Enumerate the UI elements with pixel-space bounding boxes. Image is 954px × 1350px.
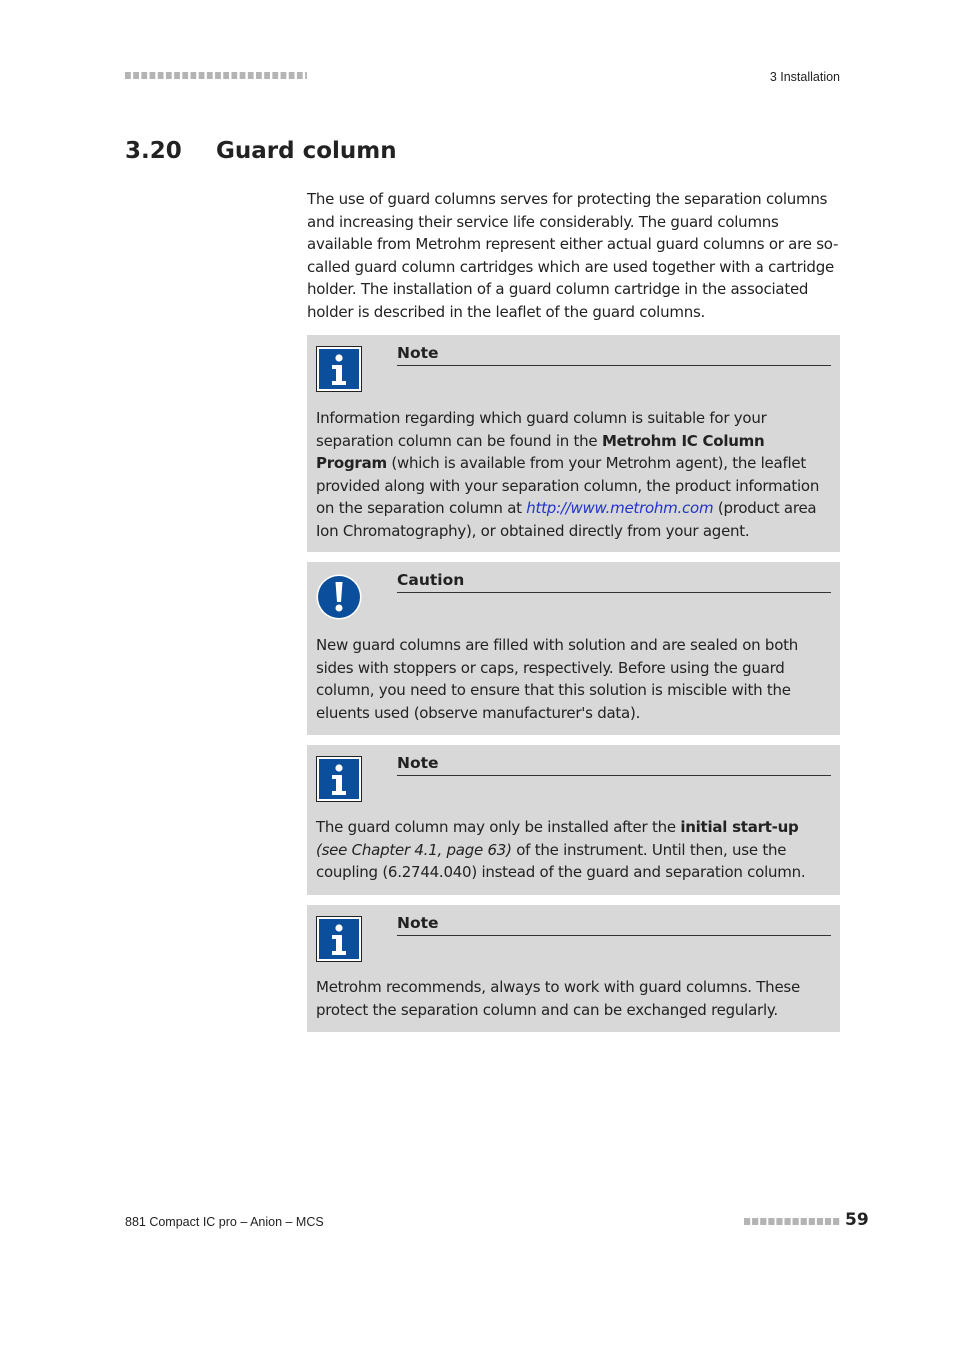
caution-heading: Caution bbox=[397, 570, 831, 593]
note-text-part: Information regarding which guard column is suitable for your separation column can be found in the bbox=[316, 409, 767, 450]
chapter-reference[interactable]: (see Chapter 4.1, page 63) bbox=[316, 840, 512, 859]
note-box-1 bbox=[307, 335, 840, 552]
note-heading: Note bbox=[397, 343, 831, 366]
intro-paragraph: The use of guard columns serves for protecting the separation columns and increasing their service life considerably. The guard columns available from Metrohm represent either actual guard columns or are so-called guard column cartridges which are used together with a cartridge holder. The installation of a guard column cartridge in the associated holder is described in the leaflet of the guard columns. bbox=[307, 190, 839, 321]
note-text-part: The guard column may only be installed after the bbox=[316, 818, 681, 836]
page-number: 59 bbox=[845, 1210, 869, 1230]
section-number: 3.20 bbox=[125, 138, 182, 164]
note-heading: Note bbox=[397, 753, 831, 776]
note-text bbox=[316, 407, 832, 542]
note-text-part: of the instrument. Until then, use the coupling (6.2744.040) instead of the guard and separation column. bbox=[316, 840, 806, 881]
section-heading: Guard column bbox=[216, 138, 397, 164]
note-box-3 bbox=[307, 905, 840, 1032]
info-icon bbox=[316, 346, 362, 392]
footer-product: 881 Compact IC pro – Anion – MCS bbox=[125, 1215, 324, 1229]
exclamation-icon bbox=[316, 574, 362, 620]
caution-box bbox=[307, 562, 840, 735]
note-box-2 bbox=[307, 745, 840, 895]
section-title bbox=[125, 138, 397, 164]
note-text bbox=[316, 816, 832, 884]
note-text-part: (which is available from your Metrohm agent), the leaflet provided along with your separation column, the product information on the separation column at bbox=[316, 454, 820, 517]
header-decoration bbox=[125, 72, 307, 79]
note-text: Metrohm recommends, always to work with guard columns. These protect the separation column and can be exchanged regularly. bbox=[316, 978, 800, 1019]
note-text-part: (product area Ion Chromatography), or obtained directly from your agent. bbox=[316, 499, 817, 540]
header-chapter: 3 Installation bbox=[769, 70, 840, 84]
caution-text: New guard columns are filled with solution and are sealed on both sides with stoppers or caps, respectively. Before using the guard column, you need to ensure that this solution is miscible with the eluents used (observe manufacturer's data). bbox=[316, 636, 799, 722]
note-bold-term: Metrohm IC Column Program bbox=[316, 431, 765, 472]
info-icon bbox=[316, 756, 362, 802]
footer-decoration bbox=[744, 1218, 840, 1225]
metrohm-link[interactable]: http://www.metrohm.com bbox=[526, 499, 714, 517]
note-heading: Note bbox=[397, 913, 831, 936]
info-icon bbox=[316, 916, 362, 962]
note-bold-term: initial start-up bbox=[680, 818, 799, 836]
